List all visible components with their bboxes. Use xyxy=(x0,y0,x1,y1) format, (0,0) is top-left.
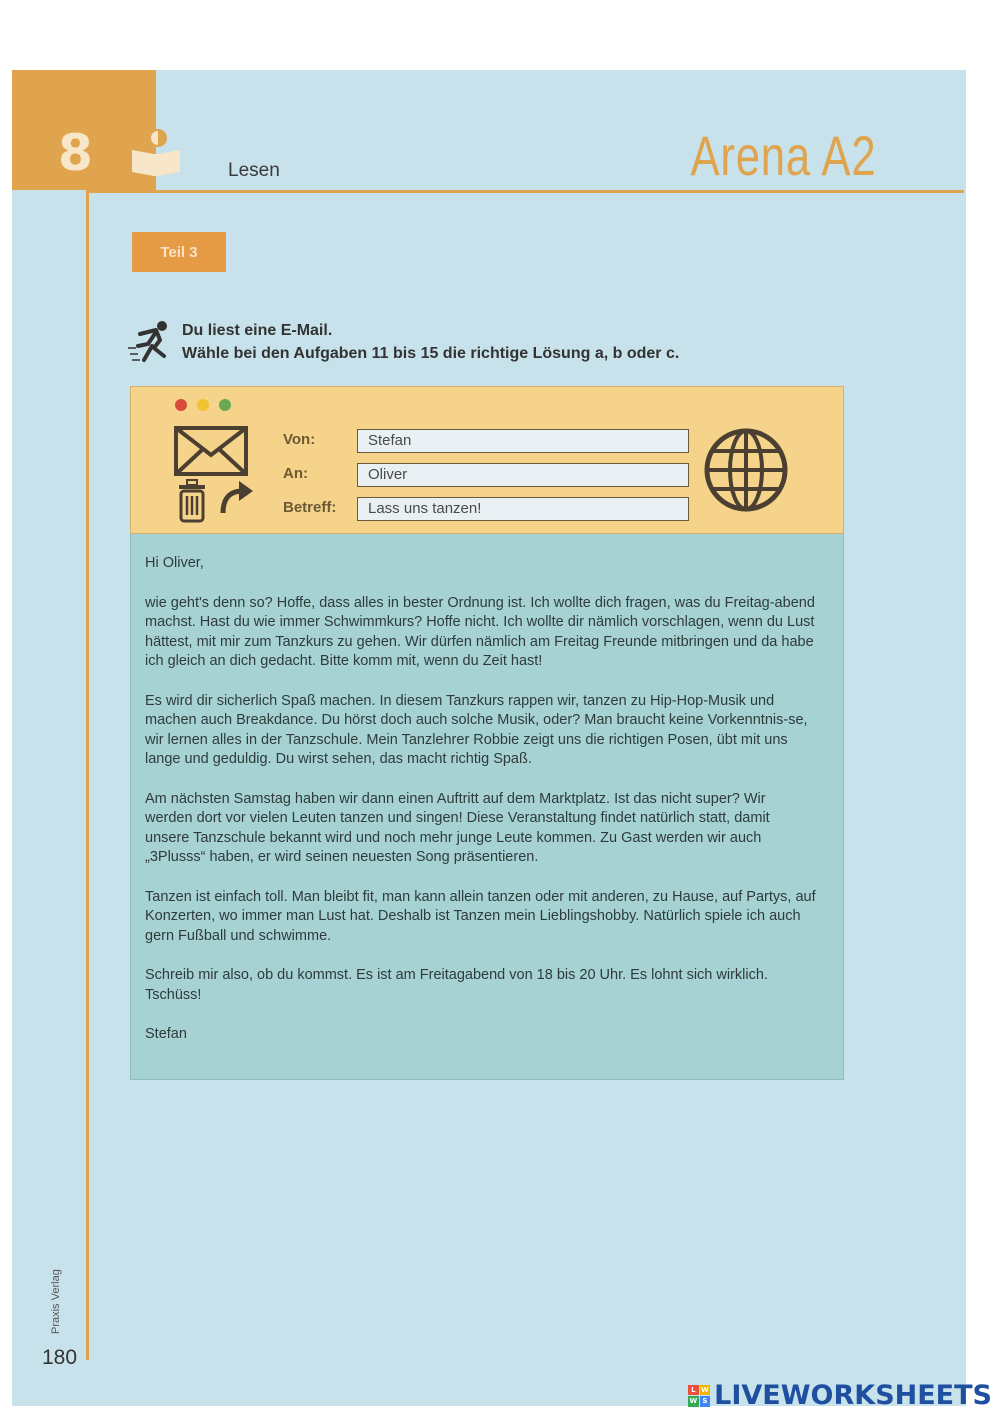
chapter-number: 8 xyxy=(58,124,93,182)
subject-field[interactable]: Lass uns tanzen! xyxy=(357,497,689,521)
from-label: Von: xyxy=(283,431,316,448)
subject-label: Betreff: xyxy=(283,499,337,516)
publisher-label: Praxis Verlag xyxy=(50,1269,62,1334)
minimize-dot xyxy=(197,399,209,411)
logo-mark-cell: W xyxy=(701,1385,709,1394)
liveworksheets-mark-icon xyxy=(688,1385,710,1407)
email-paragraph: wie geht's denn so? Hoffe, dass alles in bester Ordnung ist. Ich wollte dich fragen, was du Freitag-abend machst. Hast du wie immer Schwimmkurs? Hoffe nicht. Ich wollte dir nämlich vorschlagen, wenn du Lust hättest, mit mir zum Tanzkurs zu gehen. Wir dürfen nämlich am Freitag Freunde mitbringen und da habe ich gleich an dich gedacht. Bitte komm mit, wenn du Zeit hast! xyxy=(145,594,815,669)
email-greeting: Hi Oliver, xyxy=(145,555,204,571)
instruction-line-2: Wähle bei den Aufgaben 11 bis 15 die richtige Lösung a, b oder c. xyxy=(182,345,680,362)
logo-mark-cell: L xyxy=(688,1385,699,1396)
liveworksheets-logo xyxy=(688,1380,992,1411)
email-header xyxy=(130,386,844,534)
liveworksheets-wordmark[interactable]: LIVEWORKSHEETS xyxy=(714,1380,992,1411)
page-number: 180 xyxy=(42,1346,78,1369)
part-badge: Teil 3 xyxy=(132,232,226,272)
forward-icon xyxy=(219,479,255,515)
runner-icon xyxy=(126,318,174,366)
maximize-dot xyxy=(219,399,231,411)
window-controls xyxy=(175,399,231,411)
email-paragraph: Am nächsten Samstag haben wir dann einen Auftritt auf dem Marktplatz. Ist das nicht super? Wir werden dort vor vielen Leuten tanzen und singen! Diese Veranstaltung findet natürlich statt, damit unsere Tanzschule bekannt wird und noch mehr junge Leute kommen. Zu Gast werden wir auch „3Plusss“ haben, er wird seinen neuesten Song präsentieren. xyxy=(145,790,770,865)
email-signature: Stefan xyxy=(145,1026,187,1042)
close-dot xyxy=(175,399,187,411)
trash-icon xyxy=(175,479,209,523)
reading-book-icon xyxy=(124,128,188,178)
task-instruction xyxy=(182,320,679,366)
to-label: An: xyxy=(283,465,308,482)
to-field[interactable]: Oliver xyxy=(357,463,689,487)
instruction-line-1: Du liest eine E-Mail. xyxy=(182,322,333,339)
logo-mark-cell: S xyxy=(700,1396,711,1407)
email-paragraph: Es wird dir sicherlich Spaß machen. In diesem Tanzkurs rappen wir, tanzen zu Hip-Hop-Musik und machen auch Breakdance. Du hörst doch auch solche Musik, oder? Man braucht keine Vorkenntnis-se, wir lernen alles in der Tanzschule. Mein Tanzlehrer Robbie zeigt uns die richtigen Posen, übt mit uns lange und geduldig. Du wirst sehen, das macht richtig Spaß. xyxy=(145,692,808,767)
header-rule xyxy=(88,190,964,193)
envelope-icon xyxy=(173,425,249,477)
from-field[interactable]: Stefan xyxy=(357,429,689,453)
logo-mark-cell: W xyxy=(689,1397,698,1405)
section-label: Lesen xyxy=(228,160,280,181)
email-paragraph: Schreib mir also, ob du kommst. Es ist am Freitagabend von 18 bis 20 Uhr. Es lohnt sich wirklich. Tschüss! xyxy=(145,967,768,1003)
brand-title: Arena A2 xyxy=(690,124,876,187)
email-body xyxy=(130,534,844,1080)
email-paragraph: Tanzen ist einfach toll. Man bleibt fit, man kann allein tanzen oder mit anderen, zu Hause, auf Partys, auf Konzerten, wo immer man Lust hat. Deshalb ist Tanzen mein Lieblingshobby. Natürlich spiele ich auch gern Fußball und schwimme. xyxy=(145,888,816,944)
margin-rule xyxy=(86,190,89,1360)
globe-icon xyxy=(703,427,789,513)
